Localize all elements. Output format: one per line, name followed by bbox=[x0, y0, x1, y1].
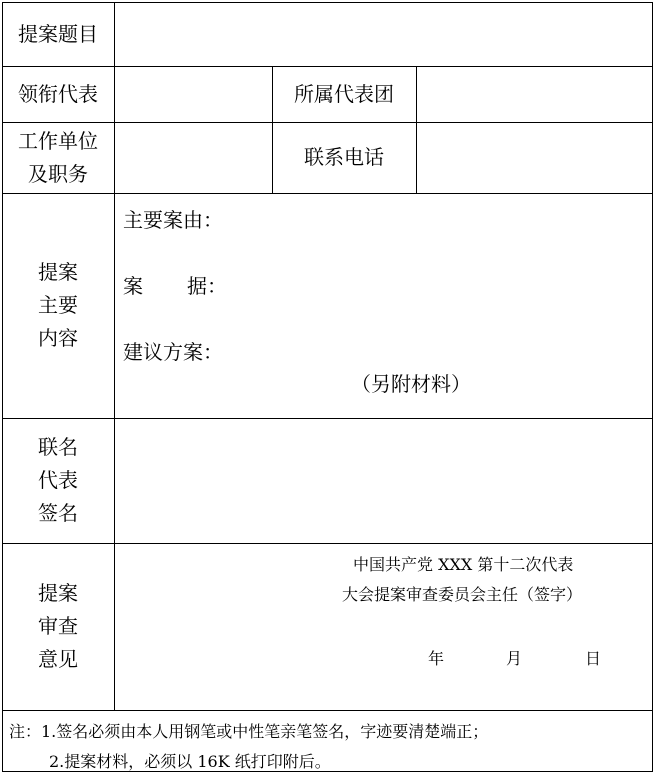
review-label-line3: 意见 bbox=[38, 647, 78, 671]
cosign-label-line3: 签名 bbox=[38, 501, 78, 525]
lead-rep-label bbox=[2, 66, 114, 122]
suggestion-label: 建议方案： bbox=[123, 340, 223, 364]
review-committee-line1: 中国共产党 XXX 第十二次代表 bbox=[353, 555, 574, 574]
delegation-label bbox=[272, 66, 416, 122]
phone-label bbox=[272, 122, 416, 193]
delegation-label-text: 所属代表团 bbox=[294, 81, 394, 106]
phone-label-text: 联系电话 bbox=[304, 145, 384, 169]
basis-label-char2: 据： bbox=[187, 274, 227, 298]
attached-materials-note: （另附材料） bbox=[351, 372, 471, 396]
table-border-right bbox=[652, 2, 653, 772]
cosign-label-line1: 联名 bbox=[38, 435, 78, 459]
review-date-month: 月 bbox=[506, 649, 523, 668]
review-date-day: 日 bbox=[585, 649, 602, 668]
cosign-field[interactable] bbox=[115, 419, 652, 543]
proposal-title-label bbox=[2, 2, 114, 66]
review-label bbox=[2, 543, 114, 710]
review-field[interactable] bbox=[115, 544, 652, 710]
lead-rep-field[interactable] bbox=[115, 67, 272, 122]
content-label bbox=[2, 193, 114, 418]
review-label-line2: 审查 bbox=[38, 614, 78, 638]
content-field[interactable] bbox=[115, 194, 652, 418]
content-label-line2: 主要 bbox=[38, 293, 78, 317]
review-label-line1: 提案 bbox=[38, 581, 78, 605]
cosign-label-line2: 代表 bbox=[38, 468, 78, 492]
work-unit-label bbox=[2, 122, 114, 193]
note-material-rule: 2.提案材料，必须以 16K 纸打印附后。 bbox=[49, 752, 331, 771]
work-unit-field[interactable] bbox=[115, 123, 272, 193]
cosign-label bbox=[2, 418, 114, 543]
review-date-year: 年 bbox=[428, 649, 445, 668]
note-signature-rule: 注：1.签名必须由本人用钢笔或中性笔亲笔签名，字迹要清楚端正； bbox=[9, 722, 489, 741]
content-label-line3: 内容 bbox=[38, 326, 78, 350]
work-unit-label-line1: 工作单位 bbox=[18, 128, 98, 153]
delegation-field[interactable] bbox=[417, 67, 652, 122]
proposal-title-field[interactable] bbox=[115, 3, 652, 66]
notes-section bbox=[3, 711, 652, 771]
basis-label-char1: 案 bbox=[123, 274, 143, 298]
main-reason-label: 主要案由： bbox=[123, 208, 223, 232]
review-committee-line2: 大会提案审查委员会主任（签字） bbox=[342, 585, 583, 604]
phone-field[interactable] bbox=[417, 123, 652, 193]
content-label-line1: 提案 bbox=[38, 260, 78, 284]
lead-rep-label-text: 领衔代表 bbox=[18, 81, 98, 106]
work-unit-label-line2: 及职务 bbox=[28, 161, 88, 186]
proposal-title-label-text: 提案题目 bbox=[18, 21, 98, 46]
